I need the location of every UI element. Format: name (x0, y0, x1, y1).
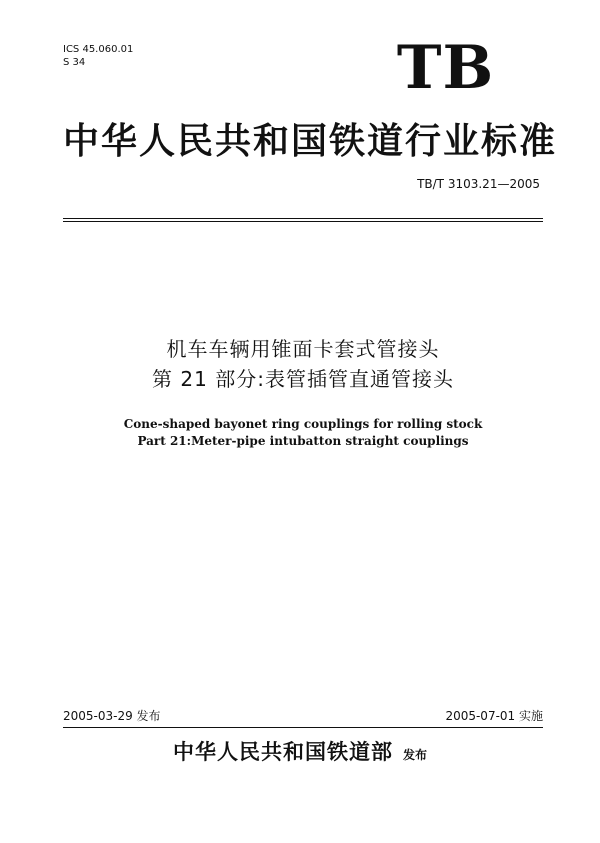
document-title-en-line2: Part 21:Meter-pipe intubatton straight couplings (137, 434, 469, 448)
header-divider-bottom (63, 221, 543, 222)
document-title-en-line1: Cone-shaped bayonet ring couplings for rolling stock (123, 417, 483, 431)
implementation-date: 2005-07-01 实施 (445, 709, 543, 723)
document-title-cn-line1: 机车车辆用锥面卡套式管接头 (166, 337, 440, 361)
document-title-cn-line2: 第 21 部分:表管插管直通管接头 (152, 367, 454, 391)
issue-date: 2005-03-29 发布 (63, 709, 161, 723)
issuer-name: 中华人民共和国铁道部 (172, 740, 393, 764)
header-divider-top (63, 218, 543, 219)
issuer-action: 发布 (402, 748, 427, 762)
issuer-line (150, 738, 450, 769)
ccs-code: S 34 (63, 57, 86, 68)
standard-category-title: 中华人民共和国铁道行业标准 (63, 121, 558, 162)
ics-code: ICS 45.060.01 (63, 44, 134, 55)
standard-mark-logo: TB (396, 33, 495, 103)
footer-divider (63, 727, 543, 728)
standard-number: TB/T 3103.21—2005 (417, 177, 540, 191)
